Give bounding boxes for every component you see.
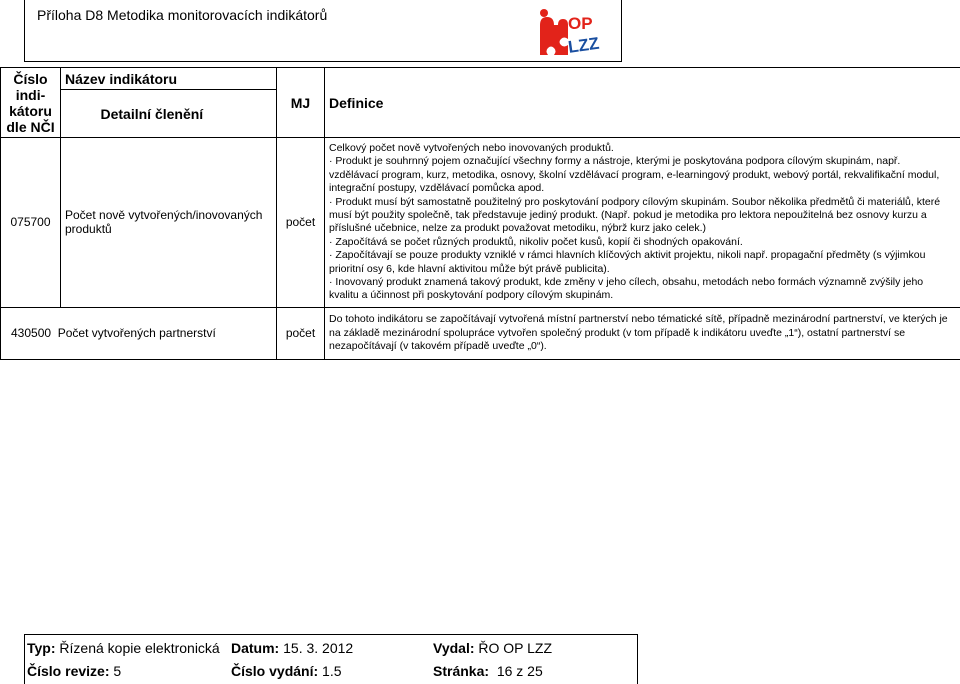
indicator-unit: počet <box>277 138 325 308</box>
definition-line: Celkový počet nově vytvořených nebo inovovaných produktů. <box>329 142 614 154</box>
definition-line: · Započítávají se pouze produkty vzniklé v rámci hlavních klíčových aktivit projektu, nikoli např. propagační předměty (s výjimkou prioritní osy 6, kde hlavní aktivitou může být právě publicita). <box>329 249 926 275</box>
definition-line: · Produkt je souhrnný pojem označující všechny formy a nástroje, kterými je poskytována podpora cílovým skupinám, např. <box>329 155 901 168</box>
definition-line: Do tohoto indikátoru se započítávají vytvořená místní partnerství nebo tématické sítě, případně mezinárodní partnerství, ve kterých je na základě mezinárodní spolupráce vytvořen společný produkt (v tom případě k indikátoru uveďte „1“), ostatní partnerství se nezapočítávají (v takovém případě uveďte „0“). <box>329 313 948 353</box>
table-row <box>1 138 960 308</box>
definition-line: · Inovovaný produkt znamená takový produkt, kde změny v jeho cílech, obsahu, metodách nebo formách významně zvýšily jeho kvalitu a účinnost při poskytování podpory cílovým skupinám. <box>329 276 924 302</box>
op-lzz-logo <box>534 7 604 59</box>
logo-head-icon <box>540 9 548 17</box>
indicator-name: Počet vytvořených partnerství <box>57 326 216 341</box>
header-indicator-number: Číslo indi- kátoru dle NČI <box>1 68 61 138</box>
indicator-number: 430500 <box>11 326 52 341</box>
logo-lzz-text: LZZ <box>566 33 601 57</box>
indicator-name: Počet nově vytvořených/inovovaných produktů <box>61 138 277 308</box>
header-detail-breakdown: Detailní členění <box>97 90 277 138</box>
footer-page: Stránka: 16 z 25 <box>433 663 543 679</box>
document-footer <box>24 634 638 684</box>
indicator-number: 075700 <box>1 138 61 308</box>
header-definition: Definice <box>325 68 960 138</box>
indicator-table <box>0 67 960 360</box>
footer-date: Datum: 15. 3. 2012 <box>231 640 354 656</box>
definition-line: · Započítává se počet různých produktů, nikoliv počet kusů, kopií či shodných opakování. <box>329 235 743 248</box>
indicator-definition <box>325 307 960 359</box>
footer-edition: Číslo vydání: 1.5 <box>231 663 342 679</box>
header-mj: MJ <box>277 68 325 138</box>
footer-type: Typ: Řízená kopie elektronická <box>27 640 220 656</box>
indicator-definition <box>325 138 960 308</box>
logo-puzzle-icon <box>540 17 568 55</box>
footer-revision: Číslo revize: 5 <box>27 663 122 679</box>
definition-line: · Produkt musí být samostatně použitelný pro poskytování podpory cílovým skupinám. Soubor několika předmětů či materiálů, které musí být použity společně, tak představuje jediný produkt. (Např. pokud je metodika pro lektora nepoužitelná bez osnovy kurzu a příslušné učebnice, nelze za produkt považovat metodiku, nýbrž kurz jako celek.) <box>329 195 941 235</box>
indicator-unit: počet <box>277 307 325 359</box>
logo-op-text: OP <box>568 14 593 33</box>
indicator-number-and-name <box>1 307 277 359</box>
document-header <box>24 0 622 62</box>
footer-issued-by: Vydal: ŘO OP LZZ <box>433 640 553 656</box>
header-indicator-name: Název indikátoru <box>61 68 277 90</box>
table-row <box>1 307 960 359</box>
document-title: Příloha D8 Metodika monitorovacích indikátorů <box>37 7 328 23</box>
definition-line: vzdělávací program, kurz, metodika, osnovy, školní vzdělávací program, e-learningový produkt, webový portál, rekvalifikační modul, integrační postupy, vzdělávací pomůcka apod. <box>329 168 940 195</box>
table-header-row-1 <box>1 68 960 90</box>
